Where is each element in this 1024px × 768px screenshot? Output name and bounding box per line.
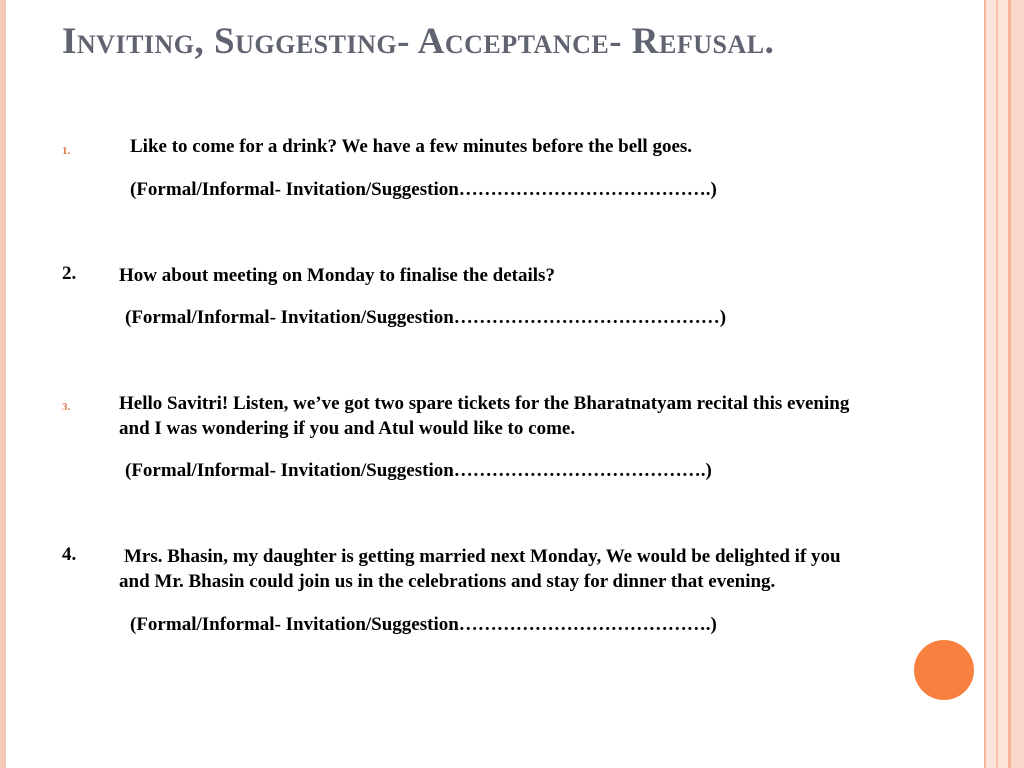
item-2-sentence-line-1: How about meeting on Monday to finalise the details?	[119, 265, 555, 286]
item-4-options: (Formal/Informal- Invitation/Suggestion………………………………….)	[130, 614, 717, 635]
item-3-options: (Formal/Informal- Invitation/Suggestion………………………………….)	[125, 460, 712, 481]
right-frame-border	[978, 0, 1024, 768]
item-1-number: 1.	[62, 145, 71, 157]
item-3-sentence-line-2: and I was wondering if you and Atul would like to come.	[119, 418, 576, 439]
slide-title: Inviting, Suggesting- Acceptance- Refusal.	[62, 21, 775, 62]
item-1-options: (Formal/Informal- Invitation/Suggestion………………………………….)	[130, 179, 717, 200]
item-4-sentence-line-2: and Mr. Bhasin could join us in the celebrations and stay for dinner that evening.	[119, 571, 776, 592]
item-3-sentence-line-1: Hello Savitri! Listen, we’ve got two spare tickets for the Bharatnatyam recital this evening	[119, 393, 850, 414]
item-2-number: 2.	[62, 263, 77, 284]
decorative-orange-circle	[914, 640, 974, 700]
item-4-number: 4.	[62, 544, 77, 565]
item-3-number: 3.	[62, 401, 71, 413]
left-frame-border	[0, 0, 6, 768]
item-2-options: (Formal/Informal- Invitation/Suggestion……………………………………)	[125, 307, 727, 328]
item-4-sentence-line-1: Mrs. Bhasin, my daughter is getting married next Monday, We would be delighted if you	[124, 546, 841, 567]
item-1-sentence-line-1: Like to come for a drink? We have a few minutes before the bell goes.	[130, 136, 693, 157]
